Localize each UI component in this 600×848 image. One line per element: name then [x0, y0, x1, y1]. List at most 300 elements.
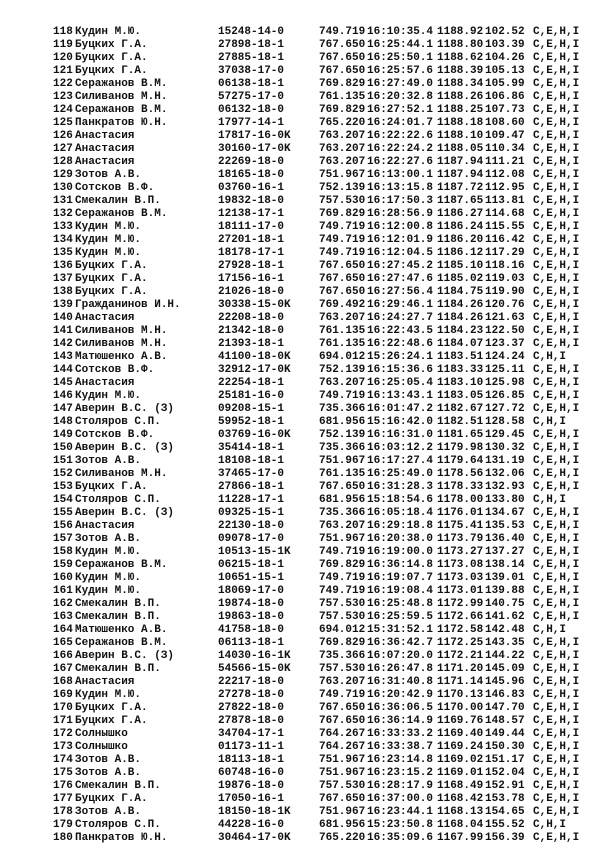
speed: 1186.24 — [437, 221, 484, 233]
points: 145.96 — [485, 676, 525, 688]
distance: 757.530 — [319, 780, 366, 792]
participant-name: Анастасия — [75, 520, 135, 532]
flags: C,E,H,I — [533, 130, 580, 142]
participant-name: Аверин В.С. (З) — [75, 650, 175, 662]
table-row — [53, 364, 579, 377]
row-number: 131 — [53, 195, 73, 207]
row-number: 153 — [53, 481, 73, 493]
participant-name: Матюшенко А.В. — [75, 624, 168, 636]
row-number: 118 — [53, 26, 73, 38]
distance: 749.719 — [319, 546, 366, 558]
distance: 763.207 — [319, 676, 366, 688]
table-row — [53, 65, 579, 78]
ring-code: 30464-17-0K — [218, 832, 291, 844]
points: 149.44 — [485, 728, 525, 740]
row-number: 129 — [53, 169, 73, 181]
row-number: 180 — [53, 832, 73, 844]
points: 104.26 — [485, 52, 525, 64]
ring-code: 44228-16-0 — [218, 819, 285, 831]
distance: 767.650 — [319, 286, 366, 298]
arrival-time: 16:24:27.7 — [367, 312, 434, 324]
flags: C,E,H,I — [533, 299, 580, 311]
row-number: 128 — [53, 156, 73, 168]
arrival-time: 16:20:32.8 — [367, 91, 434, 103]
arrival-time: 16:23:15.2 — [367, 767, 434, 779]
distance: 752.139 — [319, 182, 366, 194]
ring-code: 14030-16-1K — [218, 650, 291, 662]
flags: C,E,H,I — [533, 377, 580, 389]
flags: C,H,I — [533, 624, 567, 636]
speed: 1168.04 — [437, 819, 484, 831]
flags: C,E,H,I — [533, 468, 580, 480]
ring-code: 18150-18-1K — [218, 806, 291, 818]
distance: 764.267 — [319, 741, 366, 753]
row-number: 144 — [53, 364, 73, 376]
table-row — [53, 624, 579, 637]
speed: 1172.21 — [437, 650, 484, 662]
ring-code: 22208-18-0 — [218, 312, 285, 324]
arrival-time: 16:12:00.8 — [367, 221, 434, 233]
speed: 1183.10 — [437, 377, 484, 389]
arrival-time: 16:35:09.6 — [367, 832, 434, 844]
ring-code: 03760-16-1 — [218, 182, 285, 194]
ring-code: 22269-18-0 — [218, 156, 285, 168]
points: 119.90 — [485, 286, 525, 298]
table-row — [53, 78, 579, 91]
arrival-time: 16:27:45.2 — [367, 260, 434, 272]
points: 126.85 — [485, 390, 525, 402]
arrival-time: 16:25:50.1 — [367, 52, 434, 64]
ring-code: 60748-16-0 — [218, 767, 285, 779]
table-row — [53, 195, 579, 208]
distance: 767.650 — [319, 481, 366, 493]
points: 139.01 — [485, 572, 525, 584]
speed: 1171.20 — [437, 663, 484, 675]
distance: 749.719 — [319, 221, 366, 233]
participant-name: Серажанов В.М. — [75, 78, 168, 90]
points: 134.67 — [485, 507, 525, 519]
participant-name: Буцких Г.А. — [75, 65, 148, 77]
distance: 769.492 — [319, 299, 366, 311]
points: 109.47 — [485, 130, 525, 142]
speed: 1173.79 — [437, 533, 484, 545]
arrival-time: 16:25:44.1 — [367, 39, 434, 51]
ring-code: 27822-18-0 — [218, 702, 285, 714]
distance: 763.207 — [319, 312, 366, 324]
flags: C,E,H,I — [533, 702, 580, 714]
points: 123.37 — [485, 338, 525, 350]
points: 112.08 — [485, 169, 525, 181]
table-row — [53, 117, 579, 130]
table-row — [53, 247, 579, 260]
speed: 1170.13 — [437, 689, 484, 701]
distance: 765.220 — [319, 117, 366, 129]
participant-name: Панкратов Ю.Н. — [75, 832, 168, 844]
speed: 1173.27 — [437, 546, 484, 558]
arrival-time: 16:17:27.4 — [367, 455, 434, 467]
row-number: 177 — [53, 793, 73, 805]
arrival-time: 16:37:00.0 — [367, 793, 434, 805]
ring-code: 18178-17-1 — [218, 247, 285, 259]
speed: 1186.12 — [437, 247, 484, 259]
arrival-time: 16:24:01.7 — [367, 117, 434, 129]
row-number: 155 — [53, 507, 73, 519]
row-number: 158 — [53, 546, 73, 558]
points: 151.17 — [485, 754, 525, 766]
flags: C,E,H,I — [533, 78, 580, 90]
row-number: 173 — [53, 741, 73, 753]
ring-code: 57275-17-0 — [218, 91, 285, 103]
flags: C,E,H,I — [533, 559, 580, 571]
ring-code: 32912-17-0K — [218, 364, 291, 376]
speed: 1186.27 — [437, 208, 484, 220]
row-number: 127 — [53, 143, 73, 155]
points: 125.98 — [485, 377, 525, 389]
row-number: 166 — [53, 650, 73, 662]
ring-code: 10651-15-1 — [218, 572, 285, 584]
points: 132.06 — [485, 468, 525, 480]
ring-code: 06215-18-1 — [218, 559, 285, 571]
arrival-time: 16:13:43.1 — [367, 390, 434, 402]
points: 108.60 — [485, 117, 525, 129]
arrival-time: 16:13:15.8 — [367, 182, 434, 194]
table-row — [53, 299, 579, 312]
speed: 1173.08 — [437, 559, 484, 571]
row-number: 157 — [53, 533, 73, 545]
ring-code: 17050-16-1 — [218, 793, 285, 805]
points: 110.34 — [485, 143, 525, 155]
ring-code: 06132-18-0 — [218, 104, 285, 116]
flags: C,E,H,I — [533, 611, 580, 623]
ring-code: 30160-17-0K — [218, 143, 291, 155]
speed: 1179.64 — [437, 455, 484, 467]
table-row — [53, 806, 579, 819]
ring-code: 17156-16-1 — [218, 273, 285, 285]
ring-code: 11228-17-1 — [218, 494, 285, 506]
distance: 763.207 — [319, 377, 366, 389]
row-number: 152 — [53, 468, 73, 480]
arrival-time: 16:07:20.0 — [367, 650, 434, 662]
points: 113.81 — [485, 195, 525, 207]
ring-code: 37465-17-0 — [218, 468, 285, 480]
ring-code: 06113-18-1 — [218, 637, 285, 649]
distance: 763.207 — [319, 130, 366, 142]
participant-name: Кудин М.Ю. — [75, 390, 142, 402]
points: 102.52 — [485, 26, 525, 38]
table-row — [53, 377, 579, 390]
participant-name: Зотов А.В. — [75, 169, 142, 181]
flags: C,E,H,I — [533, 208, 580, 220]
ring-code: 01173-11-1 — [218, 741, 285, 753]
participant-name: Анастасия — [75, 312, 135, 324]
flags: C,E,H,I — [533, 26, 580, 38]
flags: C,E,H,I — [533, 455, 580, 467]
participant-name: Матюшенко А.В. — [75, 351, 168, 363]
speed: 1188.10 — [437, 130, 484, 142]
arrival-time: 16:22:43.5 — [367, 325, 434, 337]
table-row — [53, 520, 579, 533]
points: 152.91 — [485, 780, 525, 792]
row-number: 134 — [53, 234, 73, 246]
row-number: 165 — [53, 637, 73, 649]
participant-name: Кудин М.Ю. — [75, 689, 142, 701]
points: 139.88 — [485, 585, 525, 597]
table-row — [53, 533, 579, 546]
row-number: 123 — [53, 91, 73, 103]
table-row — [53, 715, 579, 728]
participant-name: Кудин М.Ю. — [75, 234, 142, 246]
arrival-time: 16:20:42.9 — [367, 689, 434, 701]
speed: 1187.65 — [437, 195, 484, 207]
points: 136.40 — [485, 533, 525, 545]
flags: C,E,H,I — [533, 156, 580, 168]
distance: 761.135 — [319, 91, 366, 103]
points: 145.09 — [485, 663, 525, 675]
row-number: 130 — [53, 182, 73, 194]
distance: 749.719 — [319, 585, 366, 597]
table-row — [53, 494, 579, 507]
flags: C,E,H,I — [533, 741, 580, 753]
table-row — [53, 429, 579, 442]
ring-code: 18111-17-0 — [218, 221, 285, 233]
table-row — [53, 208, 579, 221]
row-number: 175 — [53, 767, 73, 779]
table-row — [53, 104, 579, 117]
table-row — [53, 598, 579, 611]
flags: C,E,H,I — [533, 767, 580, 779]
participant-name: Столяров С.П. — [75, 416, 161, 428]
ring-code: 27885-18-1 — [218, 52, 285, 64]
distance: 751.967 — [319, 767, 366, 779]
participant-name: Зотов А.В. — [75, 754, 142, 766]
arrival-time: 16:31:28.3 — [367, 481, 434, 493]
table-row — [53, 559, 579, 572]
arrival-time: 16:25:48.8 — [367, 598, 434, 610]
flags: C,E,H,I — [533, 832, 580, 844]
participant-name: Солнышко — [75, 741, 128, 753]
ring-code: 25181-16-0 — [218, 390, 285, 402]
ring-code: 59952-18-1 — [218, 416, 285, 428]
arrival-time: 16:26:47.8 — [367, 663, 434, 675]
table-row — [53, 793, 579, 806]
points: 132.93 — [485, 481, 525, 493]
row-number: 145 — [53, 377, 73, 389]
table-row — [53, 702, 579, 715]
table-row — [53, 234, 579, 247]
ring-code: 10513-15-1K — [218, 546, 291, 558]
points: 127.72 — [485, 403, 525, 415]
distance: 764.267 — [319, 728, 366, 740]
distance: 751.967 — [319, 806, 366, 818]
row-number: 146 — [53, 390, 73, 402]
ring-code: 34704-17-1 — [218, 728, 285, 740]
speed: 1184.75 — [437, 286, 484, 298]
participant-name: Буцких Г.А. — [75, 481, 148, 493]
arrival-time: 16:36:06.5 — [367, 702, 434, 714]
points: 141.62 — [485, 611, 525, 623]
distance: 769.829 — [319, 559, 366, 571]
flags: C,E,H,I — [533, 572, 580, 584]
speed: 1184.23 — [437, 325, 484, 337]
distance: 769.829 — [319, 637, 366, 649]
flags: C,E,H,I — [533, 65, 580, 77]
speed: 1184.07 — [437, 338, 484, 350]
speed: 1171.14 — [437, 676, 484, 688]
points: 107.73 — [485, 104, 525, 116]
row-number: 120 — [53, 52, 73, 64]
row-number: 170 — [53, 702, 73, 714]
distance: 749.719 — [319, 26, 366, 38]
flags: C,E,H,I — [533, 637, 580, 649]
table-row — [53, 39, 579, 52]
row-number: 150 — [53, 442, 73, 454]
row-number: 156 — [53, 520, 73, 532]
ring-code: 27201-18-1 — [218, 234, 285, 246]
speed: 1168.49 — [437, 780, 484, 792]
points: 135.53 — [485, 520, 525, 532]
row-number: 163 — [53, 611, 73, 623]
speed: 1168.42 — [437, 793, 484, 805]
speed: 1182.51 — [437, 416, 484, 428]
table-row — [53, 156, 579, 169]
distance: 761.135 — [319, 338, 366, 350]
arrival-time: 16:19:08.4 — [367, 585, 434, 597]
distance: 694.012 — [319, 624, 366, 636]
participant-name: Буцких Г.А. — [75, 715, 148, 727]
arrival-time: 16:25:49.0 — [367, 468, 434, 480]
participant-name: Столяров С.П. — [75, 819, 161, 831]
arrival-time: 16:33:38.7 — [367, 741, 434, 753]
participant-name: Кудин М.Ю. — [75, 221, 142, 233]
table-row — [53, 481, 579, 494]
arrival-time: 16:23:14.8 — [367, 754, 434, 766]
ring-code: 17817-16-0K — [218, 130, 291, 142]
points: 140.75 — [485, 598, 525, 610]
speed: 1172.66 — [437, 611, 484, 623]
ring-code: 18069-17-0 — [218, 585, 285, 597]
arrival-time: 16:22:48.6 — [367, 338, 434, 350]
speed: 1188.34 — [437, 78, 484, 90]
table-row — [53, 611, 579, 624]
ring-code: 06138-18-1 — [218, 78, 285, 90]
participant-name: Анастасия — [75, 377, 135, 389]
points: 118.16 — [485, 260, 525, 272]
participant-name: Смекалин В.П. — [75, 611, 161, 623]
ring-code: 41100-18-0K — [218, 351, 291, 363]
speed: 1188.26 — [437, 91, 484, 103]
row-number: 161 — [53, 585, 73, 597]
participant-name: Кудин М.Ю. — [75, 546, 142, 558]
arrival-time: 16:36:14.9 — [367, 715, 434, 727]
participant-name: Зотов А.В. — [75, 533, 142, 545]
arrival-time: 16:36:42.7 — [367, 637, 434, 649]
ring-code: 09078-17-0 — [218, 533, 285, 545]
points: 121.63 — [485, 312, 525, 324]
flags: C,E,H,I — [533, 520, 580, 532]
ring-code: 30338-15-0K — [218, 299, 291, 311]
participant-name: Зотов А.В. — [75, 455, 142, 467]
row-number: 162 — [53, 598, 73, 610]
ring-code: 22130-18-0 — [218, 520, 285, 532]
speed: 1173.01 — [437, 585, 484, 597]
speed: 1178.33 — [437, 481, 484, 493]
flags: C,E,H,I — [533, 754, 580, 766]
distance: 769.829 — [319, 208, 366, 220]
table-row — [53, 819, 579, 832]
ring-code: 17977-14-1 — [218, 117, 285, 129]
points: 112.95 — [485, 182, 525, 194]
arrival-time: 16:25:05.4 — [367, 377, 434, 389]
speed: 1187.94 — [437, 169, 484, 181]
flags: C,E,H,I — [533, 312, 580, 324]
table-row — [53, 26, 579, 39]
arrival-time: 16:12:04.5 — [367, 247, 434, 259]
participant-name: Силиванов М.Н. — [75, 338, 168, 350]
participant-name: Сотсков В.Ф. — [75, 429, 155, 441]
distance: 749.719 — [319, 572, 366, 584]
row-number: 125 — [53, 117, 73, 129]
speed: 1182.67 — [437, 403, 484, 415]
arrival-time: 16:28:56.9 — [367, 208, 434, 220]
ring-code: 27898-18-1 — [218, 39, 285, 51]
distance: 757.530 — [319, 195, 366, 207]
speed: 1167.99 — [437, 832, 484, 844]
participant-name: Серажанов В.М. — [75, 559, 168, 571]
table-row — [53, 416, 579, 429]
table-row — [53, 143, 579, 156]
points: 150.30 — [485, 741, 525, 753]
speed: 1187.72 — [437, 182, 484, 194]
flags: C,H,I — [533, 416, 567, 428]
flags: C,E,H,I — [533, 117, 580, 129]
participant-name: Аверин В.С. (З) — [75, 442, 175, 454]
participant-name: Буцких Г.А. — [75, 273, 148, 285]
points: 144.22 — [485, 650, 525, 662]
flags: C,H,I — [533, 819, 567, 831]
speed: 1178.00 — [437, 494, 484, 506]
row-number: 126 — [53, 130, 73, 142]
table-row — [53, 689, 579, 702]
row-number: 174 — [53, 754, 73, 766]
row-number: 133 — [53, 221, 73, 233]
distance: 767.650 — [319, 273, 366, 285]
flags: C,E,H,I — [533, 169, 580, 181]
arrival-time: 16:01:47.2 — [367, 403, 434, 415]
table-row — [53, 663, 579, 676]
flags: C,E,H,I — [533, 442, 580, 454]
table-row — [53, 273, 579, 286]
points: 143.35 — [485, 637, 525, 649]
arrival-time: 16:29:18.8 — [367, 520, 434, 532]
speed: 1184.26 — [437, 299, 484, 311]
row-number: 151 — [53, 455, 73, 467]
ring-code: 21393-18-1 — [218, 338, 285, 350]
participant-name: Анастасия — [75, 143, 135, 155]
distance: 749.719 — [319, 234, 366, 246]
distance: 769.829 — [319, 104, 366, 116]
points: 125.11 — [485, 364, 525, 376]
table-row — [53, 728, 579, 741]
row-number: 132 — [53, 208, 73, 220]
speed: 1181.65 — [437, 429, 484, 441]
distance: 767.650 — [319, 52, 366, 64]
participant-name: Смекалин В.П. — [75, 195, 161, 207]
speed: 1188.18 — [437, 117, 484, 129]
flags: C,E,H,I — [533, 806, 580, 818]
ring-code: 54566-15-0K — [218, 663, 291, 675]
participant-name: Кудин М.Ю. — [75, 572, 142, 584]
row-number: 121 — [53, 65, 73, 77]
